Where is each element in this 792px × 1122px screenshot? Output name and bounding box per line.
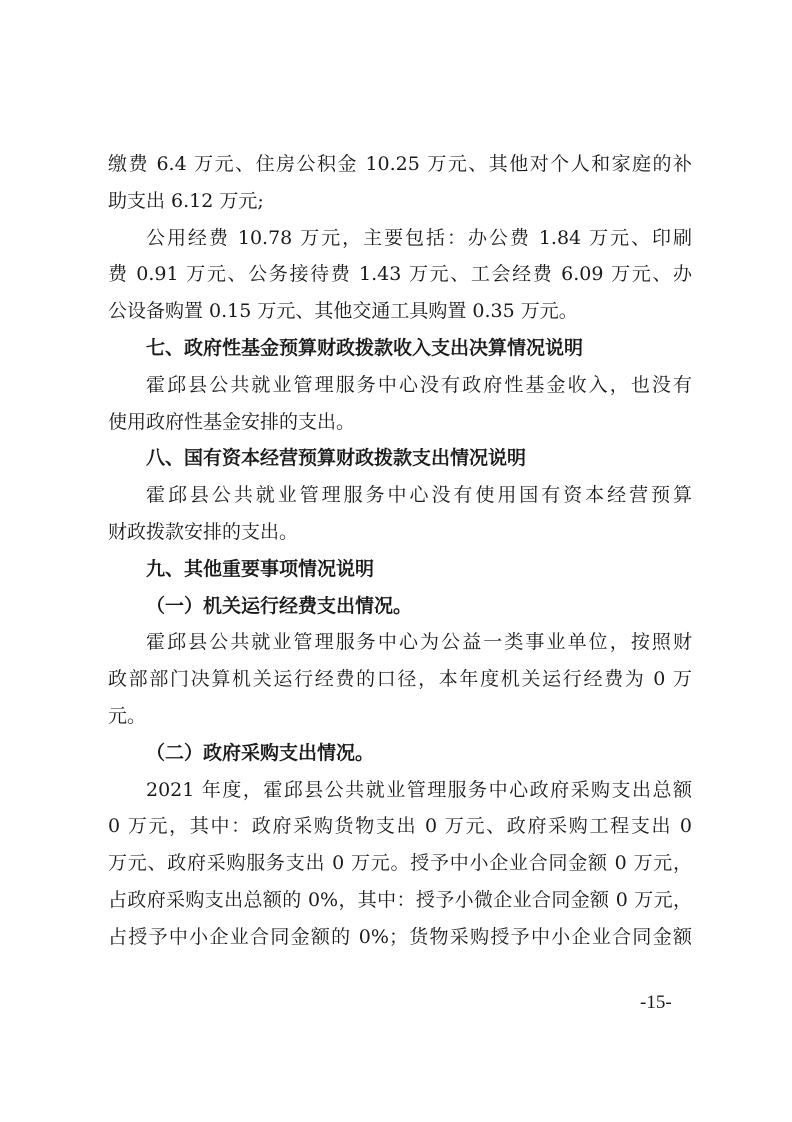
paragraph-operating-expenses xyxy=(108,624,692,734)
paragraph-procurement xyxy=(108,772,692,956)
text-line: 占授予中小企业合同金额的 0%；货物采购授予中小企业合同金额 xyxy=(108,925,692,948)
paragraph-public-expenses xyxy=(108,220,692,330)
text-line: 元。 xyxy=(108,704,147,727)
text-line: 0 万元，其中：政府采购货物支出 0 万元、政府采购工程支出 0 xyxy=(108,815,692,838)
paragraph-personal-expenses xyxy=(108,146,692,220)
text-line: 2021 年度，霍邱县公共就业管理服务中心政府采购支出总额 xyxy=(146,778,692,801)
text-line: 霍邱县公共就业管理服务中心没有政府性基金收入，也没有 xyxy=(146,373,692,396)
text-line: 公用经费 10.78 万元，主要包括：办公费 1.84 万元、印刷 xyxy=(146,226,692,249)
paragraph-state-capital xyxy=(108,477,692,551)
text-line: 费 0.91 万元、公务接待费 1.43 万元、工会经费 6.09 万元、办 xyxy=(108,263,692,286)
text-line: 霍邱县公共就业管理服务中心为公益一类事业单位，按照财 xyxy=(146,631,692,654)
page-number: -15- xyxy=(640,992,672,1013)
subsection-heading-9-1: （一）机关运行经费支出情况。 xyxy=(146,594,413,617)
text-line: 霍邱县公共就业管理服务中心没有使用国有资本经营预算 xyxy=(146,484,692,507)
document-body xyxy=(108,146,692,956)
text-line: 政部部门决算机关运行经费的口径，本年度机关运行经费为 0 万 xyxy=(108,668,692,691)
subsection-heading-9-2: （二）政府采购支出情况。 xyxy=(146,741,375,764)
text-line: 助支出 6.12 万元; xyxy=(108,189,264,212)
text-line: 使用政府性基金安排的支出。 xyxy=(108,410,356,433)
section-heading-8: 八、国有资本经营预算财政拨款支出情况说明 xyxy=(146,447,527,470)
text-line: 万元、政府采购服务支出 0 万元。授予中小企业合同金额 0 万元， xyxy=(108,852,692,875)
paragraph-government-fund xyxy=(108,367,692,441)
section-heading-9: 九、其他重要事项情况说明 xyxy=(146,557,375,580)
text-line: 财政拨款安排的支出。 xyxy=(108,520,299,543)
text-line: 公设备购置 0.15 万元、其他交通工具购置 0.35 万元。 xyxy=(108,300,578,323)
text-line: 占政府采购支出总额的 0%，其中：授予小微企业合同金额 0 万元， xyxy=(108,888,692,911)
section-heading-7: 七、政府性基金预算财政拨款收入支出决算情况说明 xyxy=(146,336,584,359)
text-line: 缴费 6.4 万元、住房公积金 10.25 万元、其他对个人和家庭的补 xyxy=(108,153,692,175)
